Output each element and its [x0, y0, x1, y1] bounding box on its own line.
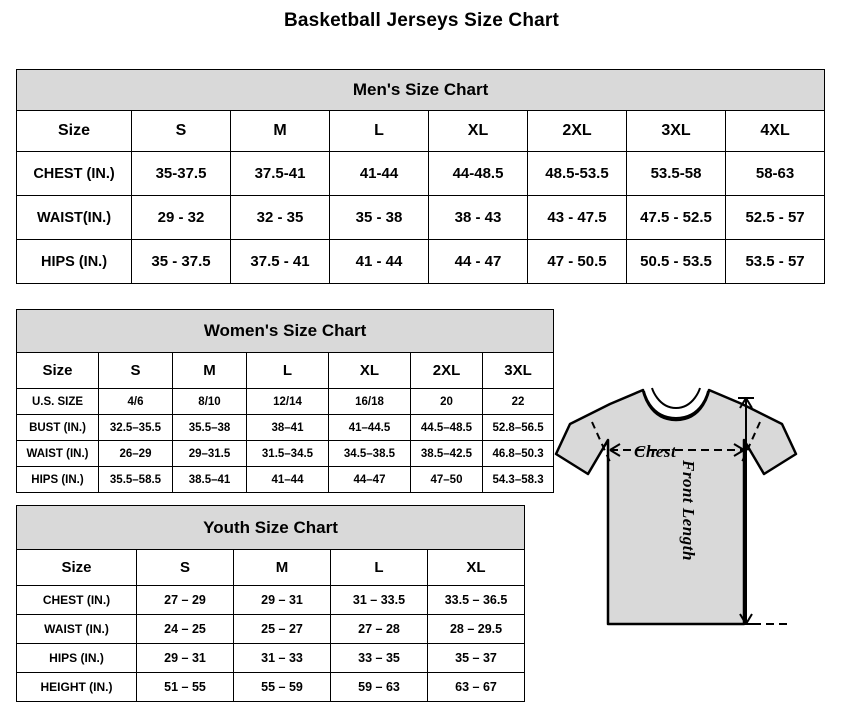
mens-waist-s: 29 - 32 — [132, 196, 231, 240]
youth-waist-l: 27 – 28 — [331, 615, 428, 644]
youth-height-xl: 63 – 67 — [428, 673, 525, 702]
youth-hips-s: 29 – 31 — [137, 644, 234, 673]
youth-hips-l: 33 – 35 — [331, 644, 428, 673]
mens-col-header-4xl: 4XL — [726, 111, 825, 152]
mens-waist-l: 35 - 38 — [330, 196, 429, 240]
mens-col-header-3xl: 3XL — [627, 111, 726, 152]
youth-row-label-hips: HIPS (IN.) — [17, 644, 137, 673]
mens-col-header-l: L — [330, 111, 429, 152]
womens-waist-l: 31.5–34.5 — [247, 441, 329, 467]
mens-chest-3xl: 53.5-58 — [627, 152, 726, 196]
mens-col-header-2xl: 2XL — [528, 111, 627, 152]
youth-col-header-l: L — [331, 550, 428, 586]
mens-col-header-size: Size — [17, 111, 132, 152]
womens-bust-xl: 41–44.5 — [329, 415, 411, 441]
womens-col-header-size: Size — [17, 353, 99, 389]
mens-chest-4xl: 58-63 — [726, 152, 825, 196]
mens-hips-m: 37.5 - 41 — [231, 240, 330, 284]
womens-hips-xl: 44–47 — [329, 467, 411, 493]
chest-measure-label: Chest — [634, 442, 677, 461]
youth-title-row — [17, 506, 525, 550]
table-row — [17, 467, 554, 493]
youth-header-row — [17, 550, 525, 586]
mens-size-chart-table — [16, 69, 825, 284]
mens-title-row — [17, 70, 825, 111]
youth-table-title: Youth Size Chart — [17, 506, 525, 550]
mens-col-header-xl: XL — [429, 111, 528, 152]
mens-waist-4xl: 52.5 - 57 — [726, 196, 825, 240]
mens-hips-3xl: 50.5 - 53.5 — [627, 240, 726, 284]
womens-bust-m: 35.5–38 — [173, 415, 247, 441]
womens-ussize-3xl: 22 — [483, 389, 554, 415]
page-title: Basketball Jerseys Size Chart — [283, 10, 560, 31]
mens-chest-l: 41-44 — [330, 152, 429, 196]
womens-hips-3xl: 54.3–58.3 — [483, 467, 554, 493]
mens-chest-xl: 44-48.5 — [429, 152, 528, 196]
table-row — [17, 615, 525, 644]
mens-chest-s: 35-37.5 — [132, 152, 231, 196]
womens-ussize-l: 12/14 — [247, 389, 329, 415]
table-row — [17, 644, 525, 673]
womens-bust-s: 32.5–35.5 — [99, 415, 173, 441]
youth-chest-s: 27 – 29 — [137, 586, 234, 615]
womens-col-header-m: M — [173, 353, 247, 389]
mens-hips-s: 35 - 37.5 — [132, 240, 231, 284]
womens-table-title: Women's Size Chart — [17, 310, 554, 353]
youth-chest-l: 31 – 33.5 — [331, 586, 428, 615]
youth-col-header-size: Size — [17, 550, 137, 586]
youth-hips-m: 31 – 33 — [234, 644, 331, 673]
mens-header-row — [17, 111, 825, 152]
youth-waist-s: 24 – 25 — [137, 615, 234, 644]
womens-bust-l: 38–41 — [247, 415, 329, 441]
jersey-measurement-diagram — [548, 362, 838, 682]
womens-hips-m: 38.5–41 — [173, 467, 247, 493]
womens-ussize-s: 4/6 — [99, 389, 173, 415]
womens-header-row — [17, 353, 554, 389]
jersey-outline — [556, 390, 796, 624]
womens-ussize-m: 8/10 — [173, 389, 247, 415]
womens-hips-l: 41–44 — [247, 467, 329, 493]
mens-hips-4xl: 53.5 - 57 — [726, 240, 825, 284]
mens-hips-2xl: 47 - 50.5 — [528, 240, 627, 284]
womens-title-row — [17, 310, 554, 353]
jersey-collar-inner — [652, 388, 700, 408]
youth-col-header-m: M — [234, 550, 331, 586]
womens-col-header-2xl: 2XL — [411, 353, 483, 389]
mens-col-header-m: M — [231, 111, 330, 152]
table-row — [17, 586, 525, 615]
table-row — [17, 673, 525, 702]
youth-waist-m: 25 – 27 — [234, 615, 331, 644]
womens-waist-m: 29–31.5 — [173, 441, 247, 467]
mens-row-label-hips: HIPS (IN.) — [17, 240, 132, 284]
womens-size-chart-table — [16, 309, 554, 493]
womens-col-header-3xl: 3XL — [483, 353, 554, 389]
youth-hips-xl: 35 – 37 — [428, 644, 525, 673]
youth-chest-xl: 33.5 – 36.5 — [428, 586, 525, 615]
mens-chest-2xl: 48.5-53.5 — [528, 152, 627, 196]
mens-waist-m: 32 - 35 — [231, 196, 330, 240]
womens-row-label-hips: HIPS (IN.) — [17, 467, 99, 493]
front-length-measure-label: Front Length — [679, 460, 698, 561]
womens-ussize-xl: 16/18 — [329, 389, 411, 415]
womens-hips-2xl: 47–50 — [411, 467, 483, 493]
table-row — [17, 415, 554, 441]
table-row — [17, 152, 825, 196]
mens-table-title: Men's Size Chart — [17, 70, 825, 111]
womens-row-label-waist: WAIST (IN.) — [17, 441, 99, 467]
table-row — [17, 441, 554, 467]
mens-hips-xl: 44 - 47 — [429, 240, 528, 284]
table-row — [17, 389, 554, 415]
table-row — [17, 240, 825, 284]
mens-col-header-s: S — [132, 111, 231, 152]
youth-height-l: 59 – 63 — [331, 673, 428, 702]
mens-hips-l: 41 - 44 — [330, 240, 429, 284]
womens-waist-xl: 34.5–38.5 — [329, 441, 411, 467]
womens-bust-2xl: 44.5–48.5 — [411, 415, 483, 441]
womens-col-header-s: S — [99, 353, 173, 389]
youth-height-m: 55 – 59 — [234, 673, 331, 702]
youth-waist-xl: 28 – 29.5 — [428, 615, 525, 644]
youth-row-label-waist: WAIST (IN.) — [17, 615, 137, 644]
mens-row-label-chest: CHEST (IN.) — [17, 152, 132, 196]
youth-row-label-height: HEIGHT (IN.) — [17, 673, 137, 702]
womens-col-header-xl: XL — [329, 353, 411, 389]
youth-height-s: 51 – 55 — [137, 673, 234, 702]
mens-row-label-waist: WAIST(IN.) — [17, 196, 132, 240]
table-row — [17, 196, 825, 240]
womens-col-header-l: L — [247, 353, 329, 389]
youth-col-header-xl: XL — [428, 550, 525, 586]
womens-waist-s: 26–29 — [99, 441, 173, 467]
womens-waist-3xl: 46.8–50.3 — [483, 441, 554, 467]
womens-bust-3xl: 52.8–56.5 — [483, 415, 554, 441]
womens-ussize-2xl: 20 — [411, 389, 483, 415]
womens-row-label-us-size: U.S. SIZE — [17, 389, 99, 415]
mens-waist-xl: 38 - 43 — [429, 196, 528, 240]
youth-size-chart-table — [16, 505, 525, 702]
mens-waist-3xl: 47.5 - 52.5 — [627, 196, 726, 240]
youth-col-header-s: S — [137, 550, 234, 586]
mens-waist-2xl: 43 - 47.5 — [528, 196, 627, 240]
youth-row-label-chest: CHEST (IN.) — [17, 586, 137, 615]
youth-chest-m: 29 – 31 — [234, 586, 331, 615]
womens-row-label-bust: BUST (IN.) — [17, 415, 99, 441]
womens-hips-s: 35.5–58.5 — [99, 467, 173, 493]
womens-waist-2xl: 38.5–42.5 — [411, 441, 483, 467]
mens-chest-m: 37.5-41 — [231, 152, 330, 196]
